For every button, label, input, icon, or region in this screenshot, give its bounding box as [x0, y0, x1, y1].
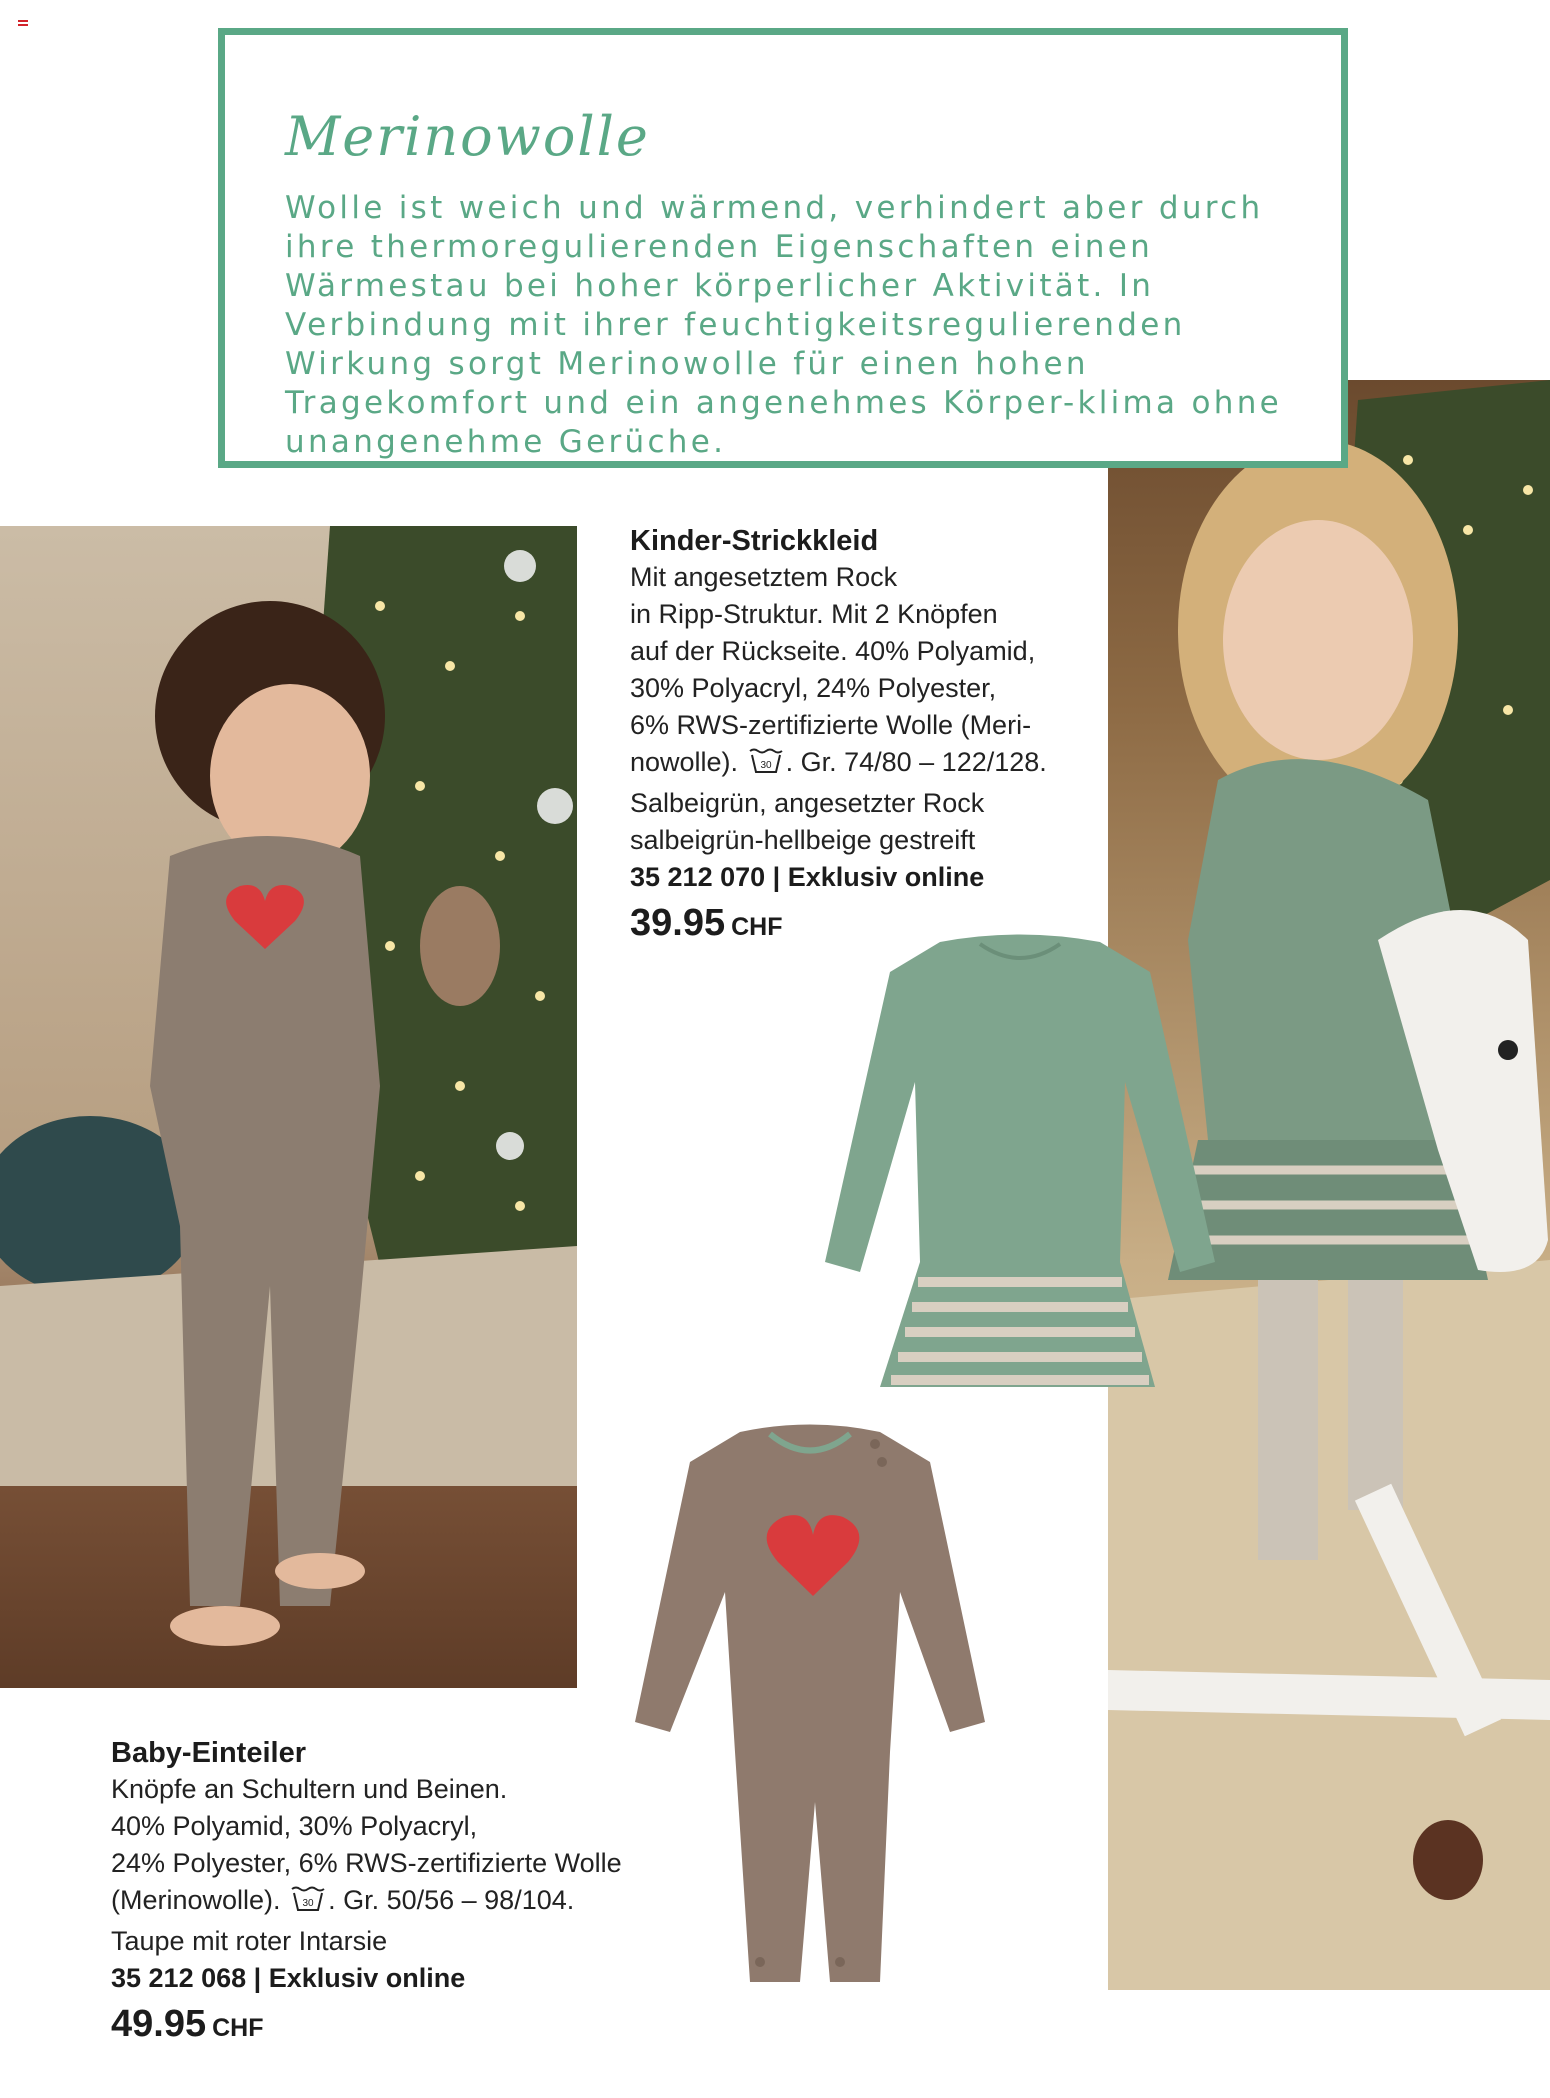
price-value: 49.95 [111, 2003, 207, 2045]
product-description-fragment: (Merinowolle). [111, 1885, 281, 1915]
wash-30-icon [748, 747, 784, 785]
photo-baby-romper-illustration [0, 526, 577, 1688]
price-currency: CHF [212, 2014, 264, 2042]
product-title: Kinder-Strickkleid [630, 525, 879, 557]
product-description-line: Knöpfe an Schultern und Beinen. [111, 1774, 508, 1804]
product-description-line: 30% Polyacryl, 24% Polyester, [630, 673, 997, 703]
product-description-line [630, 744, 1080, 785]
info-title: Merinowolle [285, 105, 650, 168]
price-currency: CHF [731, 913, 783, 941]
product-description-line: salbeigrün-hellbeige gestreift [630, 825, 976, 855]
product-code: 35 212 068 | Exklusiv online [111, 1963, 466, 1993]
product-description-line: in Ripp-Struktur. Mit 2 Knöpfen [630, 599, 998, 629]
product-description-fragment: nowolle). [630, 747, 739, 777]
product-description-line [111, 1882, 671, 1923]
wash-30-icon [290, 1885, 326, 1923]
dress-product-image [820, 932, 1220, 1392]
photo-baby-romper [0, 526, 577, 1688]
product-kinder-strickkleid [630, 523, 1080, 952]
wash-temperature: 30 [760, 760, 772, 771]
product-code: 35 212 070 | Exklusiv online [630, 862, 985, 892]
price-value: 39.95 [630, 902, 726, 944]
product-description-line: 24% Polyester, 6% RWS-zertifizierte Wolle [111, 1848, 622, 1878]
product-description-line: auf der Rückseite. 40% Polyamid, [630, 636, 1036, 666]
romper-product-image [630, 1422, 990, 1992]
wash-temperature: 30 [302, 1898, 314, 1909]
flag-icon [18, 20, 28, 26]
merinowolle-info-box [218, 28, 1348, 468]
product-description-fragment: . Gr. 50/56 – 98/104. [328, 1885, 575, 1915]
product-title: Baby-Einteiler [111, 1737, 306, 1769]
product-price [111, 1999, 671, 2053]
info-text: Wolle ist weich und wärmend, verhindert aber durch ihre thermoregulierenden Eigenschaften einen Wärmestau bei hoher körperlicher Aktivität. In Verbindung mit ihrer feuchtigkeitsregulierenden Wirkung sorgt Merinowolle für einen hohen Tragekomfort und ein angenehmes Körper-klima ohne unangenehme Gerüche. [285, 190, 1283, 460]
product-description-line: Taupe mit roter Intarsie [111, 1926, 388, 1956]
dress-illustration [820, 932, 1220, 1392]
product-description-line: Salbeigrün, angesetzter Rock [630, 788, 985, 818]
romper-illustration [630, 1422, 990, 1992]
product-description-line: Mit angesetztem Rock [630, 562, 898, 592]
product-description-fragment: . Gr. 74/80 – 122/128. [785, 747, 1047, 777]
product-description-line: 40% Polyamid, 30% Polyacryl, [111, 1811, 478, 1841]
product-description-line: 6% RWS-zertifizierte Wolle (Meri- [630, 710, 1032, 740]
product-baby-einteiler [111, 1735, 671, 2053]
